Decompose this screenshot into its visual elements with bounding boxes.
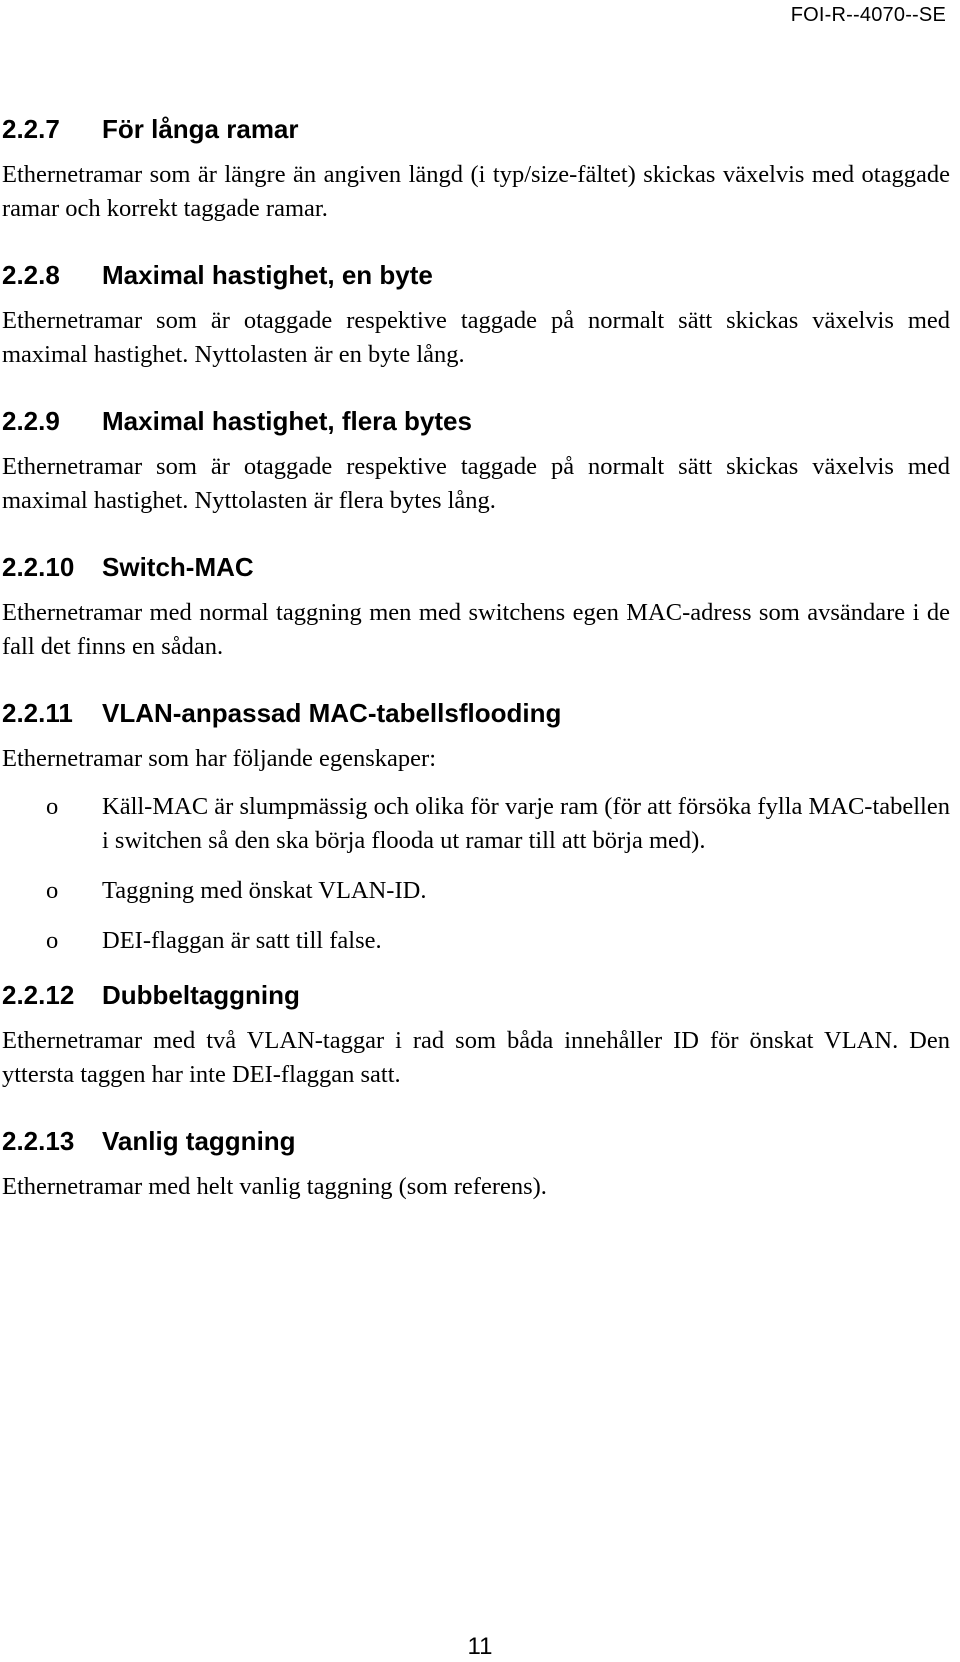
section-2-2-9 [2,404,950,518]
section-2-2-10 [2,550,950,664]
section-heading [2,404,950,438]
section-paragraph: Ethernetramar som har följande egenskaper: [2,745,437,772]
section-paragraph: Ethernetramar som är otaggade respektive taggade på normalt sätt skickas växelvis med maximal hastighet. Nyttolasten är flera bytes lång. [2,453,950,514]
section-number: 2.2.8 [2,260,60,290]
section-2-2-12 [2,978,950,1092]
section-heading [2,978,950,1012]
section-title: Dubbeltaggning [102,980,300,1010]
bullet-marker: o [46,927,59,954]
bullet-marker: o [46,793,59,820]
bullet-list [2,790,950,958]
section-number: 2.2.9 [2,406,60,436]
section-heading [2,1124,950,1158]
section-paragraph: Ethernetramar med två VLAN-taggar i rad som båda innehåller ID för önskat VLAN. Den yttersta taggen har inte DEI-flaggan satt. [2,1027,950,1088]
section-number: 2.2.7 [2,114,60,144]
list-item [2,790,950,858]
page-number: 11 [467,1633,493,1660]
section-heading [2,550,950,584]
list-item-text: Taggning med önskat VLAN-ID. [102,877,427,904]
section-paragraph: Ethernetramar med normal taggning men med switchens egen MAC-adress som avsändare i de fall det finns en sådan. [2,599,950,660]
section-number: 2.2.13 [2,1126,75,1156]
list-item [2,924,950,958]
section-heading [2,112,950,146]
section-title: Maximal hastighet, flera bytes [102,406,472,436]
section-title: Vanlig taggning [102,1126,296,1156]
list-item-text: Käll-MAC är slumpmässig och olika för varje ram (för att försöka fylla MAC-tabellen i switchen så den ska börja flooda ut ramar till att börja med). [102,793,950,854]
list-item [2,874,950,908]
section-2-2-13 [2,1124,950,1204]
section-heading [2,696,950,730]
section-paragraph: Ethernetramar med helt vanlig taggning (som referens). [2,1173,547,1200]
section-title: För långa ramar [102,114,299,144]
section-title: Maximal hastighet, en byte [102,260,433,290]
bullet-marker: o [46,877,59,904]
section-title: Switch-MAC [102,552,254,582]
section-heading [2,258,950,292]
document-body [2,112,950,1236]
section-2-2-8 [2,258,950,372]
section-title: VLAN-anpassad MAC-tabellsflooding [102,698,562,728]
section-2-2-11 [2,696,950,958]
section-2-2-7 [2,112,950,226]
report-id: FOI-R--4070--SE [790,4,946,26]
section-number: 2.2.12 [2,980,75,1010]
list-item-text: DEI-flaggan är satt till false. [102,927,382,954]
section-number: 2.2.11 [2,698,73,728]
section-paragraph: Ethernetramar som är längre än angiven längd (i typ/size-fältet) skickas växelvis med otaggade ramar och korrekt taggade ramar. [2,161,950,222]
section-paragraph: Ethernetramar som är otaggade respektive taggade på normalt sätt skickas växelvis med maximal hastighet. Nyttolasten är en byte lång. [2,307,950,368]
section-number: 2.2.10 [2,552,75,582]
